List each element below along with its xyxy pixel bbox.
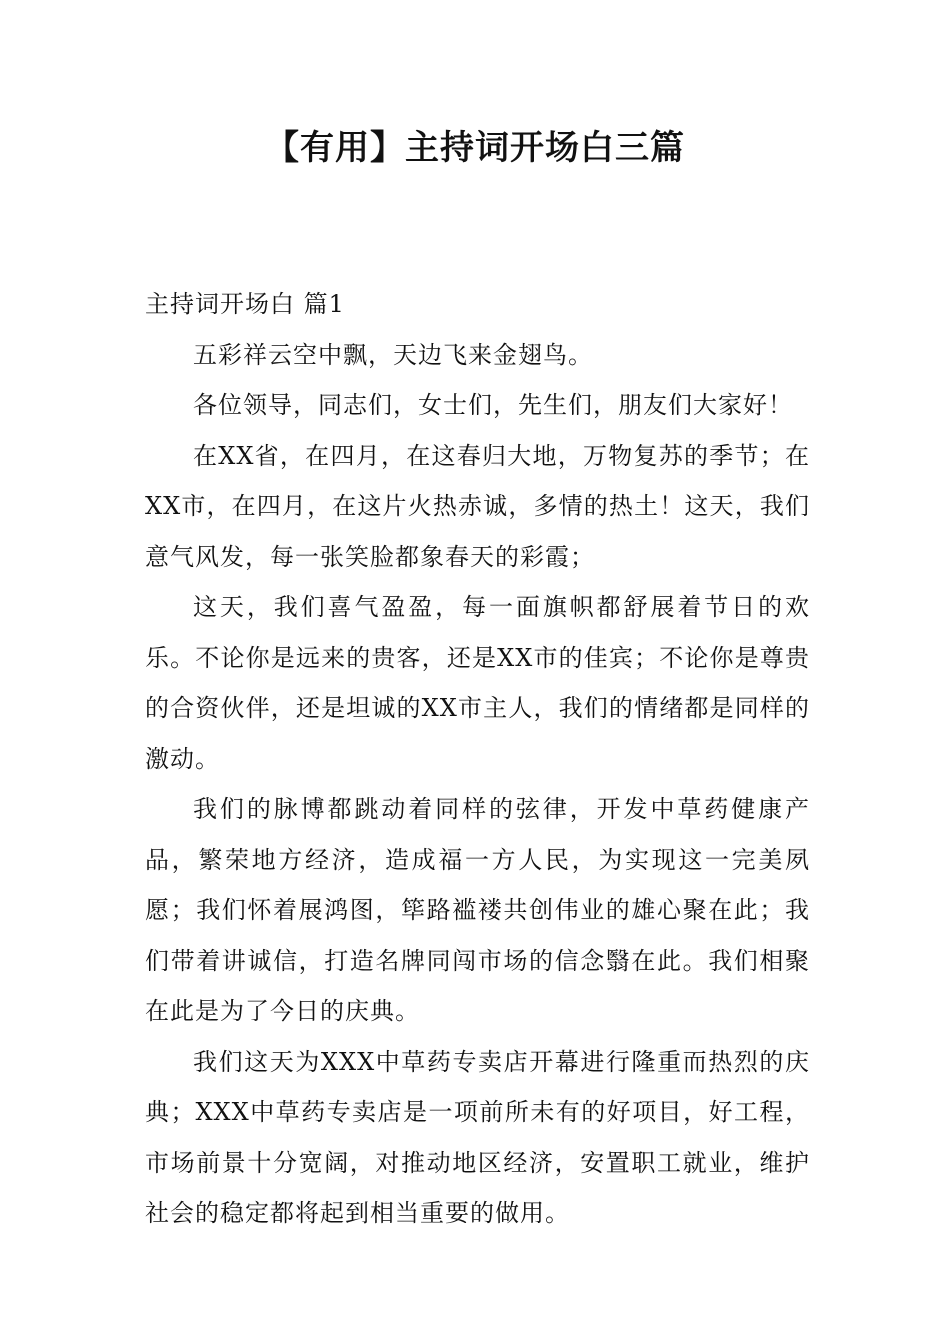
section-heading: 主持词开场白 篇1 [145, 290, 345, 318]
paragraph-6: 我们这天为XXX中草药专卖店开幕进行隆重而热烈的庆典；XXX中草药专卖店是一项前所未有的好项目，好工程，市场前景十分宽阔，对推动地区经济，安置职工就业，维护社会的稳定都将起到相当重要的做用。 [145, 1047, 810, 1227]
paragraph-2: 各位领导，同志们，女士们，先生们，朋友们大家好！ [193, 391, 793, 419]
document-title: 【有用】主持词开场白三篇 [265, 128, 685, 168]
paragraph-5: 我们的脉博都跳动着同样的弦律，开发中草药健康产品，繁荣地方经济，造成福一方人民，为实现这一完美夙愿；我们怀着展鸿图，筚路褴褛共创伟业的雄心聚在此；我们带着讲诚信，打造名牌同闯市场的信念翳在此。我们相聚在此是为了今日的庆典。 [145, 795, 810, 1025]
paragraph-1: 五彩祥云空中飘，天边飞来金翅鸟。 [193, 340, 593, 369]
paragraph-4: 这天，我们喜气盈盈，每一面旗帜都舒展着节日的欢乐。不论你是远来的贵客，还是XX市的佳宾；不论你是尊贵的合资伙伴，还是坦诚的XX市主人，我们的情绪都是同样的激动。 [145, 593, 810, 773]
paragraph-3: 在XX省，在四月，在这春归大地，万物复苏的季节；在XX市，在四月，在这片火热赤诚，多情的热土！这天，我们意气风发，每一张笑脸都象春天的彩霞； [145, 441, 810, 571]
document-body [145, 279, 810, 1239]
